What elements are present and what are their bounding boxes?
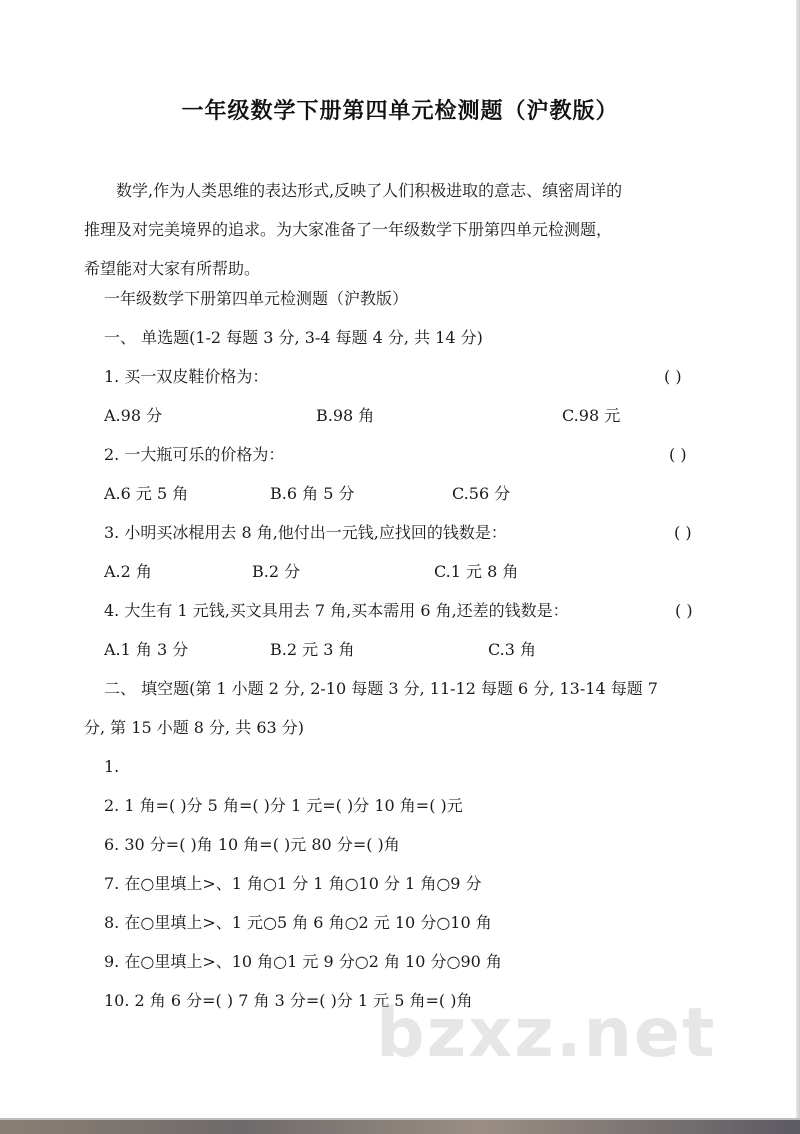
document-title: 一年级数学下册第四单元检测题（沪教版）	[181, 99, 619, 124]
question-1-option-b: B.98 角	[316, 406, 375, 425]
question-3-option-c: C.1 元 8 角	[434, 562, 519, 581]
question-1-option-a: A.98 分	[104, 406, 163, 425]
fill-line-10: 10. 2 角 6 分=( ) 7 角 3 分=( )分 1 元 5 角=( )角	[104, 991, 473, 1010]
fill-line-8: 8. 在○里填上>、1 元○5 角 6 角○2 元 10 分○10 角	[104, 913, 492, 932]
intro-line-2: 推理及对完美境界的追求。为大家准备了一年级数学下册第四单元检测题，	[84, 220, 613, 239]
fill-line-6: 6. 30 分=( )角 10 角=( )元 80 分=( )角	[104, 835, 400, 854]
section2-heading-line-2: 分, 第 15 小题 8 分, 共 63 分)	[84, 718, 305, 737]
question-4-text: 4. 大生有 1 元钱,买文具用去 7 角,买本需用 6 角,还差的钱数是：	[104, 601, 569, 620]
fill-line-7: 7. 在○里填上>、1 角○1 分 1 角○10 分 1 角○9 分	[104, 874, 482, 893]
question-1-text: 1. 买一双皮鞋价格为：	[104, 367, 269, 386]
question-3-option-b: B.2 分	[252, 562, 301, 581]
fill-line-1: 1.	[104, 757, 120, 776]
question-3-text: 3. 小明买冰棍用去 8 角,他付出一元钱,应找回的钱数是：	[104, 523, 507, 542]
question-1-option-c: C.98 元	[562, 406, 621, 425]
fill-line-2: 2. 1 角=( )分 5 角=( )分 1 元=( )分 10 角=( )元	[104, 796, 463, 815]
question-1-bracket: ( )	[664, 367, 682, 386]
question-4-option-c: C.3 角	[488, 640, 537, 659]
page-edge	[796, 0, 800, 1134]
question-3-bracket: ( )	[674, 523, 692, 542]
intro-line-3: 希望能对大家有所帮助。	[84, 259, 261, 278]
question-4-option-b: B.2 元 3 角	[270, 640, 355, 659]
bottom-strip	[0, 1120, 800, 1134]
intro-line-1: 数学,作为人类思维的表达形式,反映了人们积极进取的意志、缜密周详的	[116, 181, 623, 200]
question-2-bracket: ( )	[669, 445, 687, 464]
question-4-bracket: ( )	[675, 601, 693, 620]
question-2-option-b: B.6 角 5 分	[270, 484, 355, 503]
question-3-option-a: A.2 角	[104, 562, 152, 581]
subtitle: 一年级数学下册第四单元检测题（沪教版）	[104, 289, 409, 308]
fill-line-9: 9. 在○里填上>、10 角○1 元 9 分○2 角 10 分○90 角	[104, 952, 502, 971]
question-2-option-a: A.6 元 5 角	[104, 484, 189, 503]
section1-heading: 一、 单选题(1-2 每题 3 分, 3-4 每题 4 分, 共 14 分)	[104, 328, 483, 347]
question-2-option-c: C.56 分	[452, 484, 511, 503]
watermark: bzxz.net	[376, 994, 717, 1073]
question-2-text: 2. 一大瓶可乐的价格为：	[104, 445, 285, 464]
question-4-option-a: A.1 角 3 分	[104, 640, 189, 659]
section2-heading-line-1: 二、 填空题(第 1 小题 2 分, 2-10 每题 3 分, 11-12 每题 6 分, 13-14 每题 7	[104, 679, 658, 698]
intro-paragraph	[84, 171, 724, 288]
